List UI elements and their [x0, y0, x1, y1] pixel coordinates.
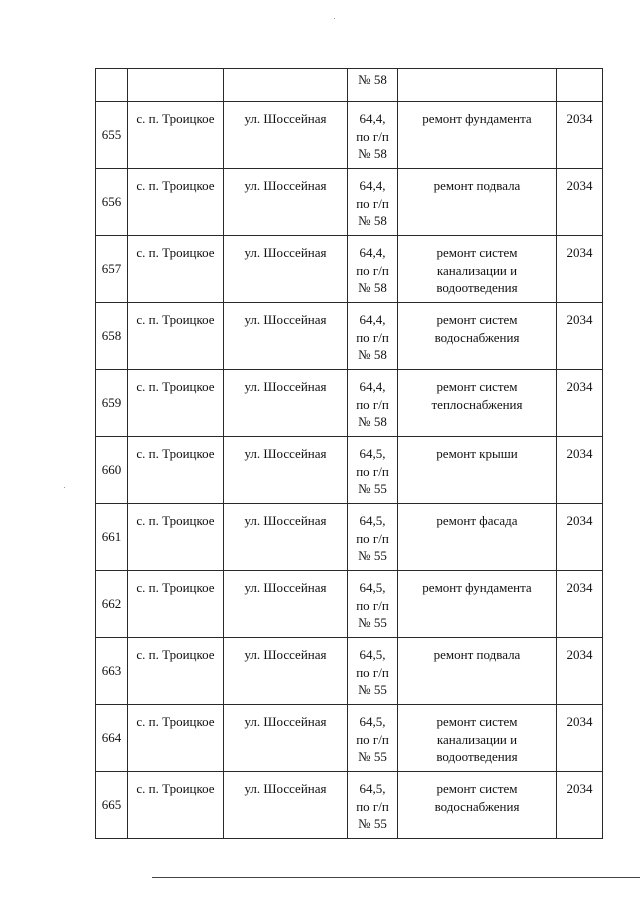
- house-address-line: 64,5,: [359, 513, 386, 528]
- planned-year: 2034: [566, 379, 593, 394]
- cell-street: [224, 303, 348, 370]
- cell-house: [348, 504, 398, 571]
- cell-work-type: [398, 236, 557, 303]
- work-type-line: ремонт систем: [436, 245, 518, 260]
- house-address-line: № 55: [358, 548, 387, 563]
- house-address: [348, 370, 397, 431]
- table-row-continued: [96, 69, 603, 102]
- table-body: [96, 69, 603, 839]
- cell-house: [348, 638, 398, 705]
- cell-work-type: [398, 102, 557, 169]
- cell-year: [557, 638, 603, 705]
- house-address: [348, 169, 397, 230]
- cell-year: [557, 705, 603, 772]
- cell-settlement: [128, 504, 224, 571]
- house-address-line: 64,5,: [359, 647, 386, 662]
- cell-year: [557, 236, 603, 303]
- house-address-line: 64,5,: [359, 714, 386, 729]
- table-row: [96, 102, 603, 169]
- table-row: [96, 504, 603, 571]
- cell-year: [557, 571, 603, 638]
- house-address-line: по г/п: [356, 396, 389, 412]
- cell-street: [224, 370, 348, 437]
- cell-house: [348, 69, 398, 102]
- work-type-line: канализации и: [436, 262, 518, 278]
- cell-work-type: [398, 504, 557, 571]
- house-address: [348, 303, 397, 364]
- cell-year: [557, 504, 603, 571]
- work-type: [398, 705, 556, 766]
- cell-settlement: [128, 772, 224, 839]
- cell-house: [348, 102, 398, 169]
- cell-number: [96, 571, 128, 638]
- cell-house: [348, 236, 398, 303]
- cell-year: [557, 102, 603, 169]
- cell-settlement: [128, 102, 224, 169]
- house-address: [348, 504, 397, 565]
- table-row: [96, 571, 603, 638]
- house-address-line: № 58: [358, 280, 387, 295]
- work-type-line: ремонт систем: [436, 781, 518, 796]
- table-row: [96, 303, 603, 370]
- cell-number: [96, 705, 128, 772]
- planned-year: 2034: [566, 245, 593, 260]
- work-type-line: ремонт крыши: [436, 446, 518, 461]
- settlement-name: с. п. Троицкое: [136, 781, 215, 796]
- house-address-line: 64,5,: [359, 446, 386, 461]
- cell-year: [557, 437, 603, 504]
- table-row: [96, 169, 603, 236]
- house-address-line: по г/п: [356, 195, 389, 211]
- house-address-line: № 58: [358, 414, 387, 429]
- planned-year: 2034: [566, 714, 593, 729]
- work-type-line: канализации и: [436, 731, 518, 747]
- cell-work-type: [398, 169, 557, 236]
- street-name: ул. Шоссейная: [244, 178, 327, 193]
- work-type-line: ремонт фундамента: [422, 111, 532, 126]
- house-address-line: по г/п: [356, 262, 389, 278]
- settlement-name: с. п. Троицкое: [136, 513, 215, 528]
- cell-house: [348, 772, 398, 839]
- work-type-line: водоснабжения: [434, 329, 520, 345]
- work-type-line: водоотведения: [436, 280, 518, 295]
- house-address-line: № 55: [358, 615, 387, 630]
- cell-house: [348, 705, 398, 772]
- footer-rule: [152, 877, 640, 878]
- house-address: [348, 705, 397, 766]
- cell-year: [557, 69, 603, 102]
- house-address-line: 64,4,: [359, 178, 386, 193]
- house-address-line: по г/п: [356, 128, 389, 144]
- cell-year: [557, 772, 603, 839]
- table-row: [96, 772, 603, 839]
- cell-number: [96, 370, 128, 437]
- cell-number: [96, 772, 128, 839]
- house-address-line: по г/п: [356, 731, 389, 747]
- settlement-name: с. п. Троицкое: [136, 580, 215, 595]
- cell-settlement: [128, 303, 224, 370]
- row-number: 663: [101, 663, 122, 679]
- planned-year: 2034: [566, 513, 593, 528]
- work-type: [398, 303, 556, 346]
- work-type-line: водоснабжения: [434, 798, 520, 814]
- cell-number: [96, 303, 128, 370]
- cell-street: [224, 169, 348, 236]
- cell-year: [557, 169, 603, 236]
- street-name: ул. Шоссейная: [244, 111, 327, 126]
- table-row: [96, 437, 603, 504]
- street-name: ул. Шоссейная: [244, 379, 327, 394]
- settlement-name: с. п. Троицкое: [136, 111, 215, 126]
- table-row: [96, 370, 603, 437]
- work-type-line: ремонт подвала: [433, 178, 521, 193]
- settlement-name: с. п. Троицкое: [136, 379, 215, 394]
- street-name: ул. Шоссейная: [244, 245, 327, 260]
- cell-street: [224, 504, 348, 571]
- cell-work-type: [398, 638, 557, 705]
- house-address-line: № 55: [358, 682, 387, 697]
- house-address-line: по г/п: [356, 664, 389, 680]
- street-name: ул. Шоссейная: [244, 580, 327, 595]
- cell-work-type: [398, 303, 557, 370]
- house-address: [348, 638, 397, 699]
- cell-street: [224, 437, 348, 504]
- cell-settlement: [128, 638, 224, 705]
- row-number: 662: [101, 596, 122, 612]
- table-row: [96, 236, 603, 303]
- planned-year: 2034: [566, 178, 593, 193]
- cell-work-type: [398, 437, 557, 504]
- cell-number: [96, 437, 128, 504]
- cell-house: [348, 571, 398, 638]
- work-type-line: теплоснабжения: [431, 396, 523, 412]
- cell-settlement: [128, 370, 224, 437]
- row-number: 665: [101, 797, 122, 813]
- row-number: 657: [101, 261, 122, 277]
- work-type-line: ремонт систем: [436, 379, 518, 394]
- cell-number: [96, 236, 128, 303]
- cell-work-type: [398, 571, 557, 638]
- cell-street: [224, 772, 348, 839]
- planned-year: 2034: [566, 647, 593, 662]
- work-type: [398, 504, 556, 530]
- planned-year: 2034: [566, 111, 593, 126]
- work-type-line: ремонт систем: [436, 714, 518, 729]
- settlement-name: с. п. Троицкое: [136, 245, 215, 260]
- cell-street: [224, 236, 348, 303]
- cell-number: [96, 169, 128, 236]
- house-address: [348, 236, 397, 297]
- work-type: [398, 236, 556, 297]
- cell-settlement: [128, 169, 224, 236]
- cell-work-type: [398, 705, 557, 772]
- planned-year: 2034: [566, 781, 593, 796]
- row-number: 655: [101, 127, 122, 143]
- settlement-name: с. п. Троицкое: [136, 714, 215, 729]
- cell-settlement: [128, 437, 224, 504]
- cell-number: [96, 504, 128, 571]
- house-address-line: № 55: [358, 749, 387, 764]
- cell-street: [224, 102, 348, 169]
- house-address-line: № 55: [358, 481, 387, 496]
- house-address: [348, 571, 397, 632]
- house-address: [348, 102, 397, 163]
- work-type: [398, 772, 556, 815]
- house-address-line: № 58: [358, 347, 387, 362]
- work-type: [398, 102, 556, 128]
- street-name: ул. Шоссейная: [244, 647, 327, 662]
- street-name: ул. Шоссейная: [244, 513, 327, 528]
- cell-number: [96, 638, 128, 705]
- cell-settlement: [128, 571, 224, 638]
- house-address-line: 64,5,: [359, 781, 386, 796]
- house-address-line: 64,4,: [359, 245, 386, 260]
- work-type-line: ремонт фундамента: [422, 580, 532, 595]
- cell-house: [348, 303, 398, 370]
- row-number: 656: [101, 194, 122, 210]
- street-name: ул. Шоссейная: [244, 312, 327, 327]
- house-address-line: 64,4,: [359, 312, 386, 327]
- house-address-line: по г/п: [356, 463, 389, 479]
- scan-speck: [334, 18, 335, 19]
- cell-work-type: [398, 772, 557, 839]
- house-address: [348, 437, 397, 498]
- table-row: [96, 705, 603, 772]
- street-name: ул. Шоссейная: [244, 714, 327, 729]
- work-type-line: ремонт систем: [436, 312, 518, 327]
- cell-number: [96, 69, 128, 102]
- table-row: [96, 638, 603, 705]
- scan-speck: [64, 487, 65, 488]
- work-type-line: ремонт фасада: [436, 513, 518, 528]
- house-address: [348, 772, 397, 833]
- work-type: [398, 638, 556, 664]
- house-address-line: по г/п: [356, 329, 389, 345]
- cell-number: [96, 102, 128, 169]
- cell-settlement: [128, 236, 224, 303]
- street-name: ул. Шоссейная: [244, 446, 327, 461]
- planned-year: 2034: [566, 312, 593, 327]
- repair-schedule-table: [95, 68, 603, 839]
- cell-street: [224, 705, 348, 772]
- cell-street: [224, 638, 348, 705]
- planned-year: 2034: [566, 580, 593, 595]
- cell-work-type: [398, 370, 557, 437]
- row-number: 664: [101, 730, 122, 746]
- house-address-line: по г/п: [356, 530, 389, 546]
- planned-year: 2034: [566, 446, 593, 461]
- row-number: 659: [101, 395, 122, 411]
- house-address-line: № 55: [358, 816, 387, 831]
- row-number: 661: [101, 529, 122, 545]
- house-address-line: № 58: [358, 146, 387, 161]
- cell-house: [348, 169, 398, 236]
- cell-settlement: [128, 705, 224, 772]
- house-address-line: 64,4,: [359, 379, 386, 394]
- house-address-line: 64,4,: [359, 111, 386, 126]
- house-number-line: № 58: [358, 72, 387, 87]
- cell-year: [557, 303, 603, 370]
- cell-street: [224, 69, 348, 102]
- cell-work-type: [398, 69, 557, 102]
- settlement-name: с. п. Троицкое: [136, 446, 215, 461]
- row-number: 660: [101, 462, 122, 478]
- house-address-line: № 58: [358, 213, 387, 228]
- work-type: [398, 571, 556, 597]
- work-type: [398, 437, 556, 463]
- settlement-name: с. п. Троицкое: [136, 312, 215, 327]
- street-name: ул. Шоссейная: [244, 781, 327, 796]
- cell-street: [224, 571, 348, 638]
- house-address-line: по г/п: [356, 798, 389, 814]
- work-type: [398, 169, 556, 195]
- house-address-line: по г/п: [356, 597, 389, 613]
- cell-year: [557, 370, 603, 437]
- work-type-line: водоотведения: [436, 749, 518, 764]
- cell-house: [348, 437, 398, 504]
- settlement-name: с. п. Троицкое: [136, 178, 215, 193]
- cell-settlement: [128, 69, 224, 102]
- row-number: 658: [101, 328, 122, 344]
- house-address-line: 64,5,: [359, 580, 386, 595]
- cell-house: [348, 370, 398, 437]
- work-type-line: ремонт подвала: [433, 647, 521, 662]
- settlement-name: с. п. Троицкое: [136, 647, 215, 662]
- work-type: [398, 370, 556, 413]
